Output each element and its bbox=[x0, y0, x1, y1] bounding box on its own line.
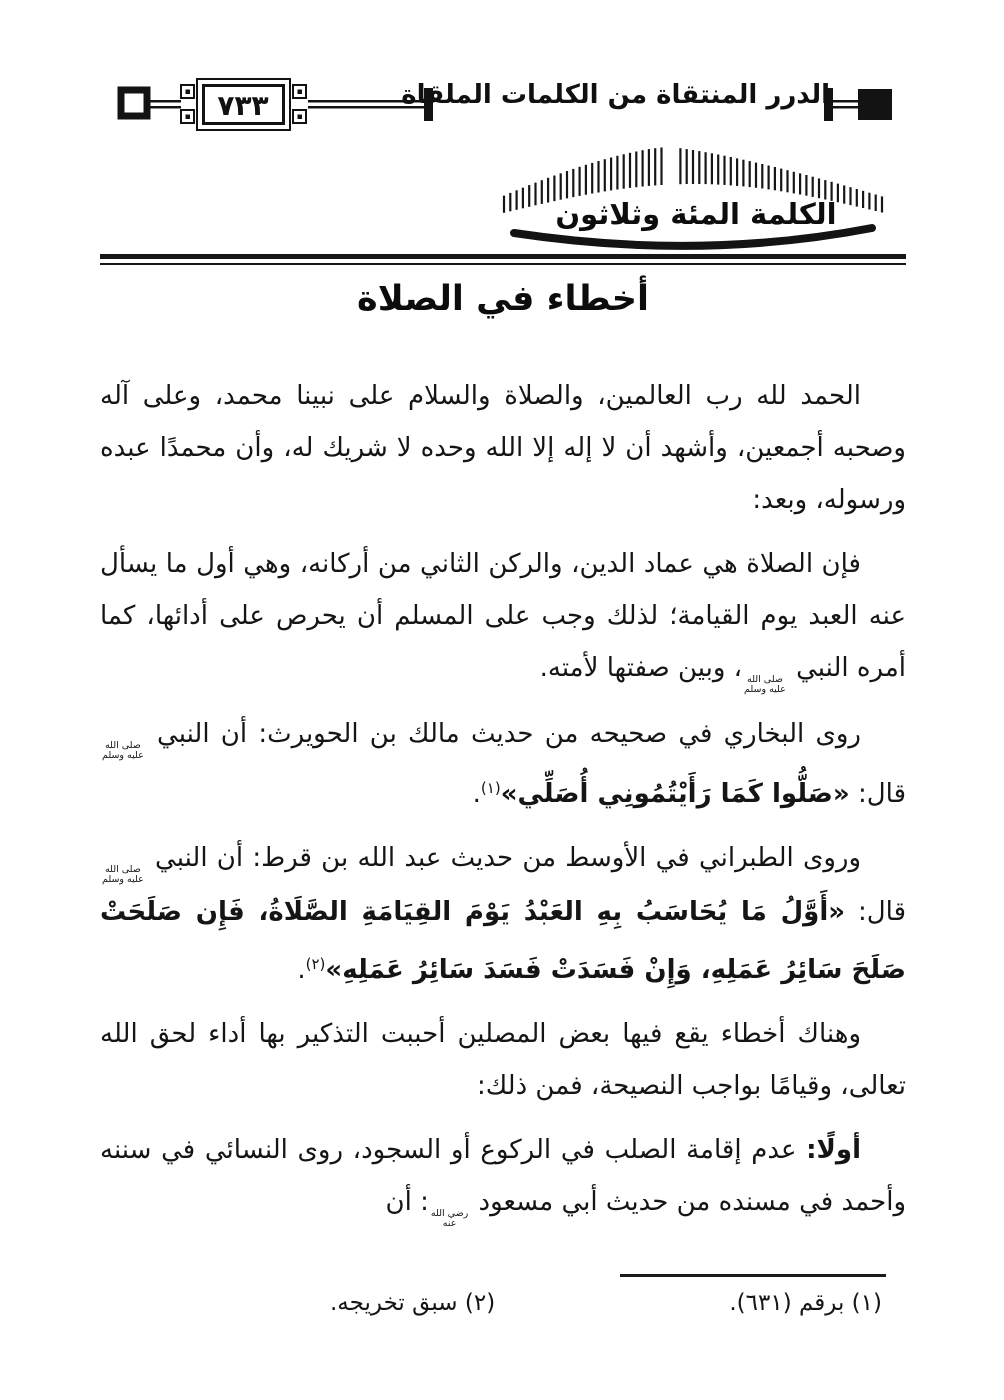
section-divider-thick bbox=[100, 254, 906, 259]
chapter-banner-label: الكلمة المئة وثلاثون bbox=[555, 197, 837, 231]
header-title: الدرر المنتقاة من الكلمات الملقاة bbox=[401, 80, 830, 110]
text-segment: ، وبين صفتها لأمته. bbox=[539, 653, 743, 683]
paragraph bbox=[100, 1124, 906, 1230]
text-segment: وهناك أخطاء يقع فيها بعض المصلين أحببت التذكير بها أداء لحق الله تعالى، وقيامًا بواجب النصيحة، فمن ذلك: bbox=[100, 1018, 906, 1101]
footnote-1: (١) برقم (٦٣١). bbox=[729, 1290, 882, 1316]
footnote-divider bbox=[620, 1274, 886, 1277]
text-segment: روى البخاري في صحيحه من حديث مالك بن الحويرث: أن النبي bbox=[145, 718, 861, 749]
text-segment: . bbox=[297, 954, 306, 985]
body-text bbox=[100, 370, 906, 1242]
honorific-seal: صلى الله عليه وسلم bbox=[102, 863, 144, 886]
text-segment: الحمد لله رب العالمين، والصلاة والسلام على نبينا محمد، وعلى آله وصحبه أجمعين، وأشهد أن لا إله إلا الله وحده لا شريك له، وأن محمدًا عبده ورسوله، وبعد: bbox=[100, 381, 906, 515]
text-segment: «أَوَّلُ مَا يُحَاسَبُ بِهِ العَبْدُ يَوْمَ القِيَامَةِ الصَّلَاةُ، فَإِن صَلَحَتْ صَلَحَ سَائِرُ عَمَلِهِ، وَإِنْ فَسَدَتْ فَسَدَ سَائِرُ عَمَلِهِ» bbox=[100, 896, 906, 985]
paragraph bbox=[100, 708, 906, 820]
section-divider-thin bbox=[100, 263, 906, 265]
text-segment: وروى الطبراني في الأوسط من حديث عبد الله بن قرط: أن النبي bbox=[145, 842, 861, 873]
text-segment: «صَلُّوا كَمَا رَأَيْتُمُونِي أُصَلِّي» bbox=[500, 778, 850, 809]
paragraph bbox=[100, 538, 906, 696]
page-title: أخطاء في الصلاة bbox=[357, 279, 649, 319]
honorific-seal: صلى الله عليه وسلم bbox=[744, 674, 786, 696]
header-left-square bbox=[121, 90, 147, 116]
footnote-marker: (١) bbox=[480, 778, 501, 797]
header-right-square bbox=[858, 89, 892, 120]
paragraph bbox=[100, 832, 906, 996]
page-number: ٧٣٣ bbox=[217, 89, 269, 122]
text-segment: : أن bbox=[385, 1186, 429, 1217]
footnote-marker: (٢) bbox=[305, 954, 326, 973]
footnote-2: (٢) سبق تخريجه. bbox=[330, 1290, 496, 1316]
honorific-seal: رضي الله عنه bbox=[430, 1207, 469, 1230]
text-segment: قال: bbox=[845, 896, 907, 927]
honorific-seal: صلى الله عليه وسلم bbox=[102, 739, 144, 762]
paragraph bbox=[100, 370, 906, 526]
paragraph bbox=[100, 1008, 906, 1112]
text-segment: . bbox=[472, 778, 481, 809]
text-segment: أولًا: bbox=[806, 1134, 861, 1165]
text-segment: عدم إقامة الصلب في الركوع أو السجود، روى النسائي في سننه وأحمد في مسنده من حديث أبي مسعود bbox=[100, 1134, 906, 1217]
text-segment: فإن الصلاة هي عماد الدين، والركن الثاني من أركانه، وهي أول ما يسأل عنه العبد يوم القيامة؛ لذلك وجب على المسلم أن يحرص على أدائها، كما أمره النبي bbox=[100, 549, 906, 683]
text-segment: قال: bbox=[849, 778, 906, 809]
